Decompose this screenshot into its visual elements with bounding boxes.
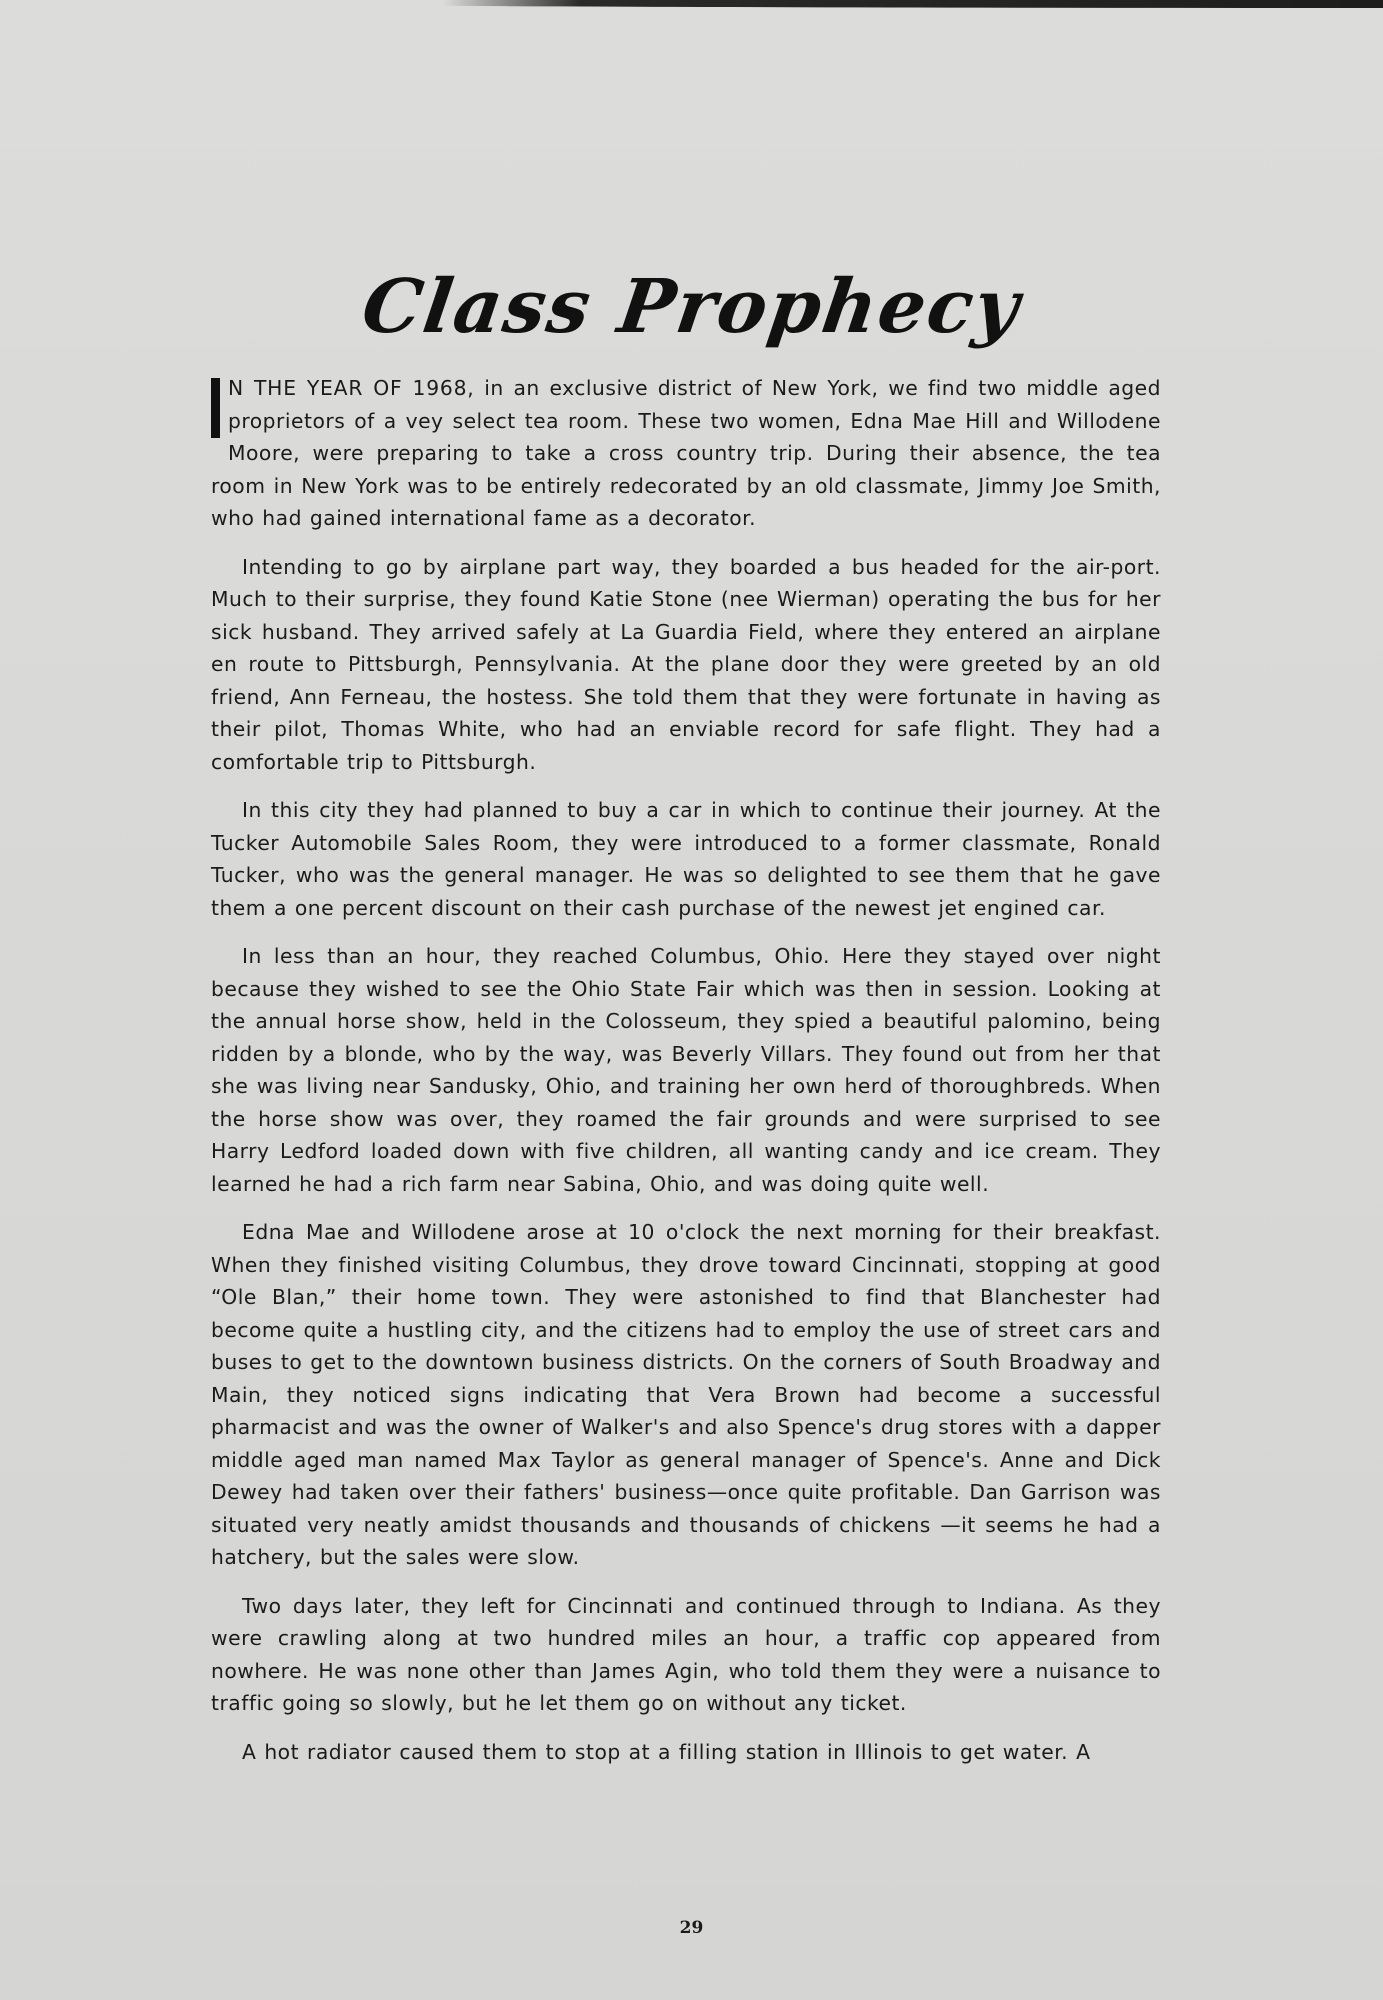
paragraph-2: Intending to go by airplane part way, they boarded a bus headed for the air-port. Much to their surprise, they found Katie Stone (nee Wierman) operating the bus for her sick husband. They arrived safely at La Guardia Field, where they entered an airplane en route to Pittsburgh, Pennsylvania. At the plane door they were greeted by an old friend, Ann Ferneau, the hostess. She told them that they were fortunate in having as their pilot, Thomas White, who had an enviable record for safe flight. They had a comfortable trip to Pittsburgh. (211, 554, 1161, 774)
page-number: 29 (679, 1918, 704, 1938)
paragraph-5: Edna Mae and Willodene arose at 10 o'clock the next morning for their breakfast. When they finished visiting Columbus, they drove toward Cincinnati, stopping at good “Ole Blan,” their home town. They were astonished to find that Blanchester had become quite a hustling city, and the citizens had to employ the use of street cars and buses to get to the downtown business districts. On the corners of South Broadway and Main, they noticed signs indicating that Vera Brown had become a successful pharmacist and was the owner of Walker's and also Spence's drug stores with a dapper middle aged man named Max Taylor as general manager of Spence's. Anne and Dick Dewey had taken over their fathers' business—once quite profitable. Dan Garrison was situated very neatly amidst thousands and thousands of chickens —it seems he had a hatchery, but the sales were slow. (211, 1220, 1161, 1569)
page-top-edge-shadow (0, 0, 1383, 8)
paragraph-1-text: in an exclusive district of New York, we find two middle aged proprietors of a vey select tea room. These two women, Edna Mae Hill and Willodene Moore, were preparing to take a cross country trip. During their absence, the tea room in New York was to be entirely redecorated by an old classmate, Jimmy Joe Smith, who had gained international fame as a decorator. (211, 376, 1161, 530)
paragraph-7: A hot radiator caused them to stop at a filling station in Illinois to get water. A (242, 1739, 1091, 1764)
paragraph-3: In this city they had planned to buy a car in which to continue their journey. At the Tucker Automobile Sales Room, they were introduced to a former classmate, Ronald Tucker, who was the general manager. He was so delighted to see them that he gave them a one percent discount on their cash purchase of the newest jet engined car. (211, 798, 1161, 920)
paragraph-1 (211, 372, 1161, 535)
paragraph-1-lead: N THE YEAR OF 1968, (228, 376, 475, 400)
paragraph-6: Two days later, they left for Cincinnati and continued through to Indiana. As they were crawling along at two hundred miles an hour, a traffic cop appeared from nowhere. He was none other than James Agin, who told them they were a nuisance to traffic going so slowly, but he let them go on without any ticket. (211, 1593, 1161, 1715)
article-body (211, 372, 1161, 1784)
paragraph-4: In less than an hour, they reached Columbus, Ohio. Here they stayed over night because they wished to see the Ohio State Fair which was then in session. Looking at the annual horse show, held in the Colosseum, they spied a beautiful palomino, being ridden by a blonde, who by the way, was Beverly Villars. They found out from her that she was living near Sandusky, Ohio, and training her own herd of thoroughbreds. When the horse show was over, they roamed the fair grounds and were surprised to see Harry Ledford loaded down with five children, all wanting candy and ice cream. They learned he had a rich farm near Sabina, Ohio, and was doing quite well. (211, 944, 1161, 1196)
drop-cap-letter-i (211, 378, 220, 438)
page-title: Class Prophecy (357, 263, 1026, 350)
